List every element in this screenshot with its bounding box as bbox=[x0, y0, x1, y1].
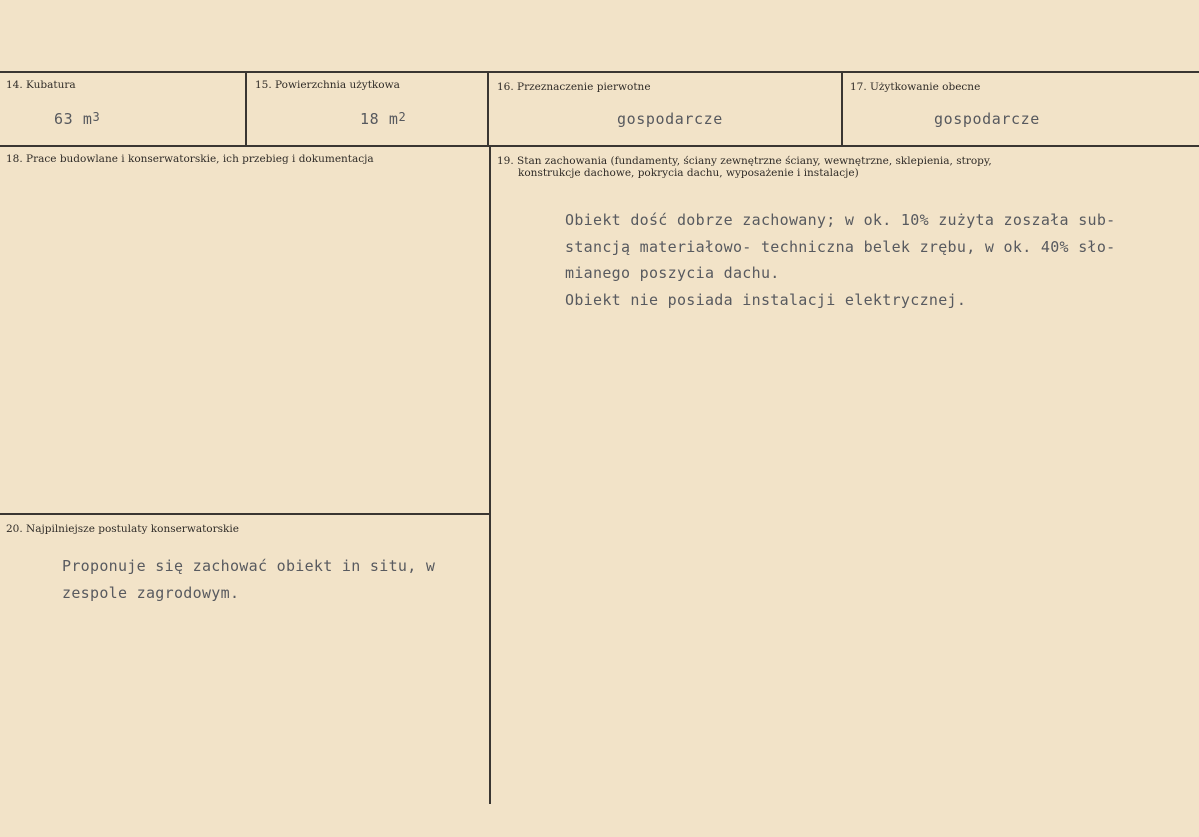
field-15-value bbox=[360, 110, 406, 128]
divider-15-16 bbox=[487, 72, 489, 146]
field-14-label: 14. Kubatura bbox=[6, 79, 76, 91]
field-17-label: 17. Użytkowanie obecne bbox=[850, 81, 981, 93]
field-14-unit-exponent: 3 bbox=[92, 110, 101, 124]
field-19-label-line: konstrukcje dachowe, pokrycia dachu, wyposażenie i instalacje) bbox=[518, 167, 859, 179]
field-14-value bbox=[54, 110, 100, 128]
field-20-text bbox=[62, 553, 435, 607]
field-15-unit-exponent: 2 bbox=[398, 110, 407, 124]
field-19-text-line: mianego poszycia dachu. bbox=[565, 264, 780, 282]
divider-main bbox=[489, 146, 491, 804]
field-19-text bbox=[565, 207, 1116, 313]
field-19-text-line: stancją materiałowo- techniczna belek zrębu, w ok. 40% sło- bbox=[565, 237, 1116, 256]
field-14-value-text: 63 m bbox=[54, 110, 93, 128]
field-16-label: 16. Przeznaczenie pierwotne bbox=[497, 81, 651, 93]
field-20-rule bbox=[0, 513, 490, 515]
field-19-text-line: Obiekt nie posiada instalacji elektrycznej. bbox=[565, 290, 967, 309]
field-19-label-line: 19. Stan zachowania (fundamenty, ściany zewnętrzne ściany, wewnętrzne, sklepienia, stropy, bbox=[497, 155, 992, 167]
field-20-text-line: Proponuje się zachować obiekt in situ, w bbox=[62, 557, 436, 575]
field-20-label: 20. Najpilniejsze postulaty konserwatorskie bbox=[6, 523, 239, 535]
field-15-value-text: 18 m bbox=[360, 110, 399, 128]
top-rule bbox=[0, 71, 1199, 73]
field-17-value: gospodarcze bbox=[934, 110, 1040, 128]
divider-14-15 bbox=[245, 72, 247, 146]
divider-16-17 bbox=[841, 72, 843, 146]
field-19-label bbox=[497, 155, 992, 179]
header-row-rule bbox=[0, 145, 1199, 147]
field-18-label: 18. Prace budowlane i konserwatorskie, ich przebieg i dokumentacja bbox=[6, 153, 374, 165]
field-20-text-line: zespole zagrodowym. bbox=[62, 584, 240, 602]
field-16-value: gospodarcze bbox=[617, 110, 723, 128]
field-15-label: 15. Powierzchnia użytkowa bbox=[255, 79, 400, 91]
field-19-text-line: Obiekt dość dobrze zachowany; w ok. 10% zużyta zoszała sub- bbox=[565, 211, 1116, 229]
